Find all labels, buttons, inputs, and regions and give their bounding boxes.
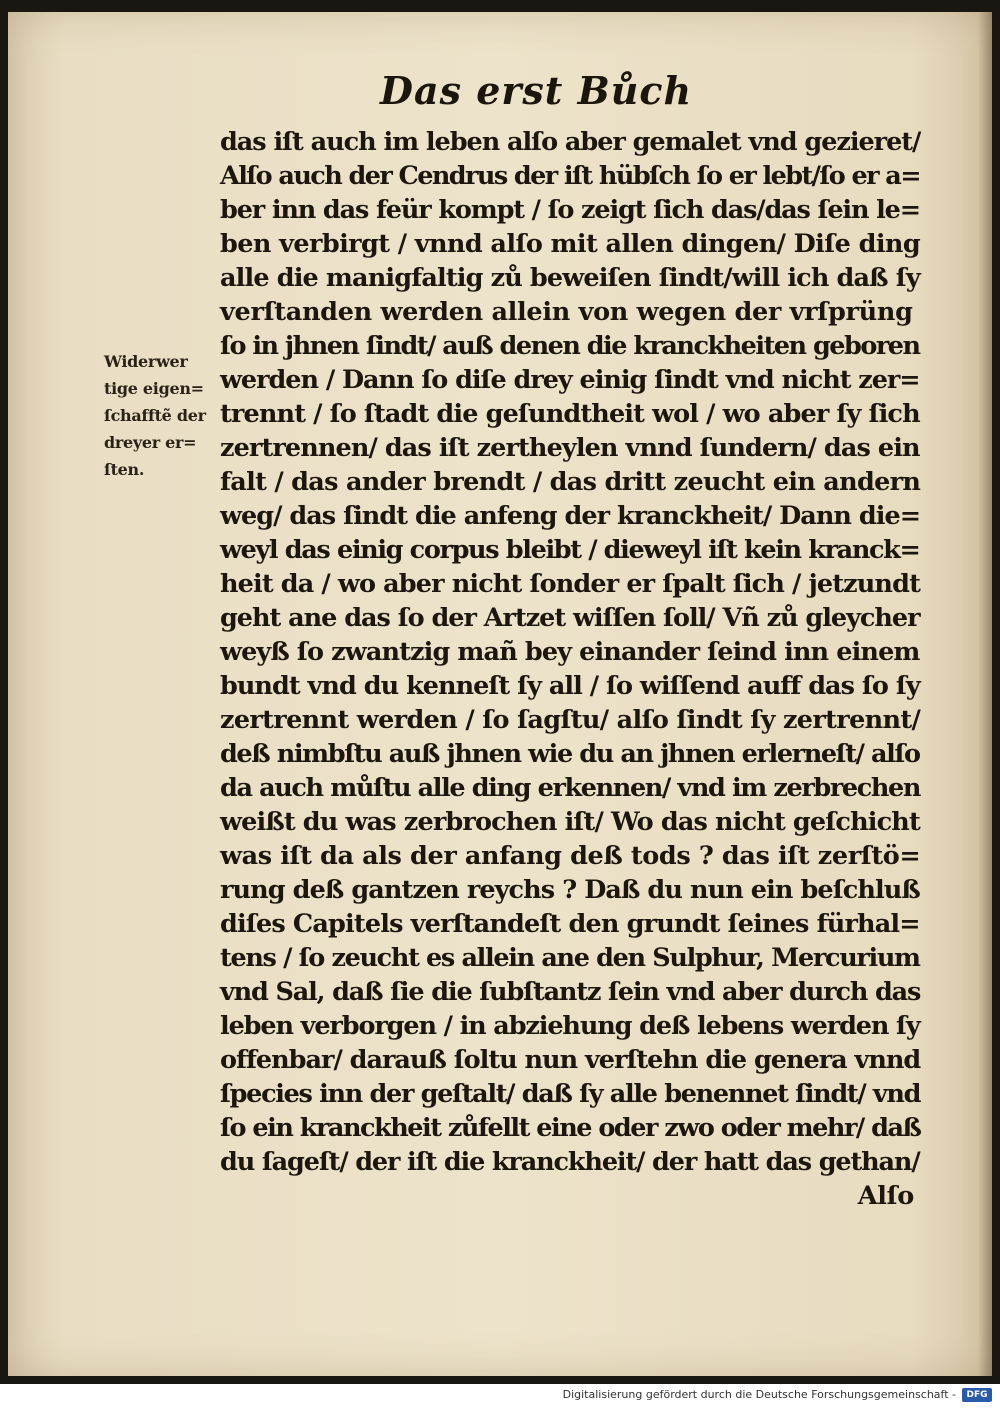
margin-note-line: dreyer er=	[104, 433, 197, 452]
text-line: zertrennt werden / ſo ſagſtu/ alſo ſindt ſy zertrennt/	[220, 705, 921, 735]
text-line: geht ane das ſo der Artzet wiſſen ſoll/ Vñ zů gleycher	[220, 603, 920, 633]
text-line: weißt du was zerbrochen iſt/ Wo das nicht geſchicht	[220, 807, 920, 837]
text-line: Alſo auch der Cendrus der iſt hübſch ſo er lebt/ſo er a=	[220, 161, 921, 191]
text-line: offenbar/ darauß ſoltu nun verſtehn die genera vnnd	[220, 1045, 921, 1075]
text-line: da auch můſtu alle ding erkennen/ vnd im zerbrechen	[220, 773, 921, 803]
text-line: vnd Sal, daß ſie die ſubſtantz ſein vnd aber durch das	[220, 977, 921, 1007]
running-head: Das erst Bůch	[380, 68, 693, 113]
text-line: alle die manigfaltig zů beweiſen ſindt/will ich daß ſy	[220, 263, 920, 293]
margin-note-line: Widerwer	[104, 352, 188, 371]
text-line: weyl das einig corpus bleibt / dieweyl iſt kein kranck=	[220, 535, 920, 565]
text-line: ſo ein kranckheit zůfellt eine oder zwo oder mehr/ daß	[220, 1113, 921, 1143]
dfg-logo[interactable]: DFG	[962, 1388, 992, 1402]
text-line: du ſageſt/ der iſt die kranckheit/ der hatt das gethan/	[220, 1147, 920, 1177]
text-line: bundt vnd du kenneſt ſy all / ſo wiſſend auff das ſo ſy	[220, 671, 920, 701]
margin-note-line: ſchafftẽ der	[104, 406, 206, 425]
text-line: deß nimbſtu auß jhnen wie du an jhnen erlerneſt/ alſo	[220, 739, 920, 769]
text-line: was iſt da als der anfang deß tods ? das iſt zerſtö=	[220, 841, 921, 871]
margin-note-line: tige eigen=	[104, 379, 204, 398]
footer-bar	[0, 1384, 1000, 1408]
catchword: Alſo	[857, 1181, 914, 1211]
text-line: das iſt auch im leben alſo aber gemalet vnd gezieret/	[220, 127, 921, 157]
text-line: ſo in jhnen ſindt/ auß denen die kranckheiten geboren	[220, 331, 920, 361]
text-line: weyß ſo zwantzig mañ bey einander ſeind inn einem	[220, 637, 920, 667]
text-line: diſes Capitels verſtandeſt den grundt ſeines fürhal=	[220, 909, 920, 939]
text-line: zertrennen/ das iſt zertheylen vnnd ſundern/ das ein	[220, 433, 920, 463]
funding-credit: Digitalisierung gefördert durch die Deutsche Forschungsgemeinschaft -	[562, 1388, 956, 1401]
text-line: ben verbirgt / vnnd alſo mit allen dingen/ Diſe ding	[220, 229, 921, 259]
text-line: ber inn das feür kompt / ſo zeigt ſich das/das ſein le=	[220, 195, 920, 225]
text-line: verſtanden werden allein von wegen der vrſprüng	[220, 297, 913, 327]
text-line: tens / ſo zeucht es allein ane den Sulphur, Mercurium	[220, 943, 920, 973]
page-edge-shadow	[978, 12, 992, 1376]
text-line: falt / das ander brendt / das dritt zeucht ein andern	[220, 467, 921, 497]
text-line: werden / Dann ſo diſe drey einig ſindt vnd nicht zer=	[220, 365, 920, 395]
text-line: weg/ das ſindt die anfeng der kranckheit/ Dann die=	[220, 501, 921, 531]
body-text	[220, 125, 920, 1213]
text-line: trennt / ſo ſtadt die geſundtheit wol / wo aber ſy ſich	[220, 399, 920, 429]
text-line: rung deß gantzen reychs ? Daß du nun ein beſchluß	[220, 875, 920, 905]
margin-note	[104, 348, 214, 483]
text-line: ſpecies inn der geſtalt/ daß ſy alle benennet ſindt/ vnd	[220, 1079, 921, 1109]
text-line: heit da / wo aber nicht ſonder er ſpalt ſich / jetzundt	[220, 569, 920, 599]
margin-note-line: ſten.	[104, 460, 145, 479]
text-line: leben verborgen / in abziehung deß lebens werden ſy	[220, 1011, 920, 1041]
